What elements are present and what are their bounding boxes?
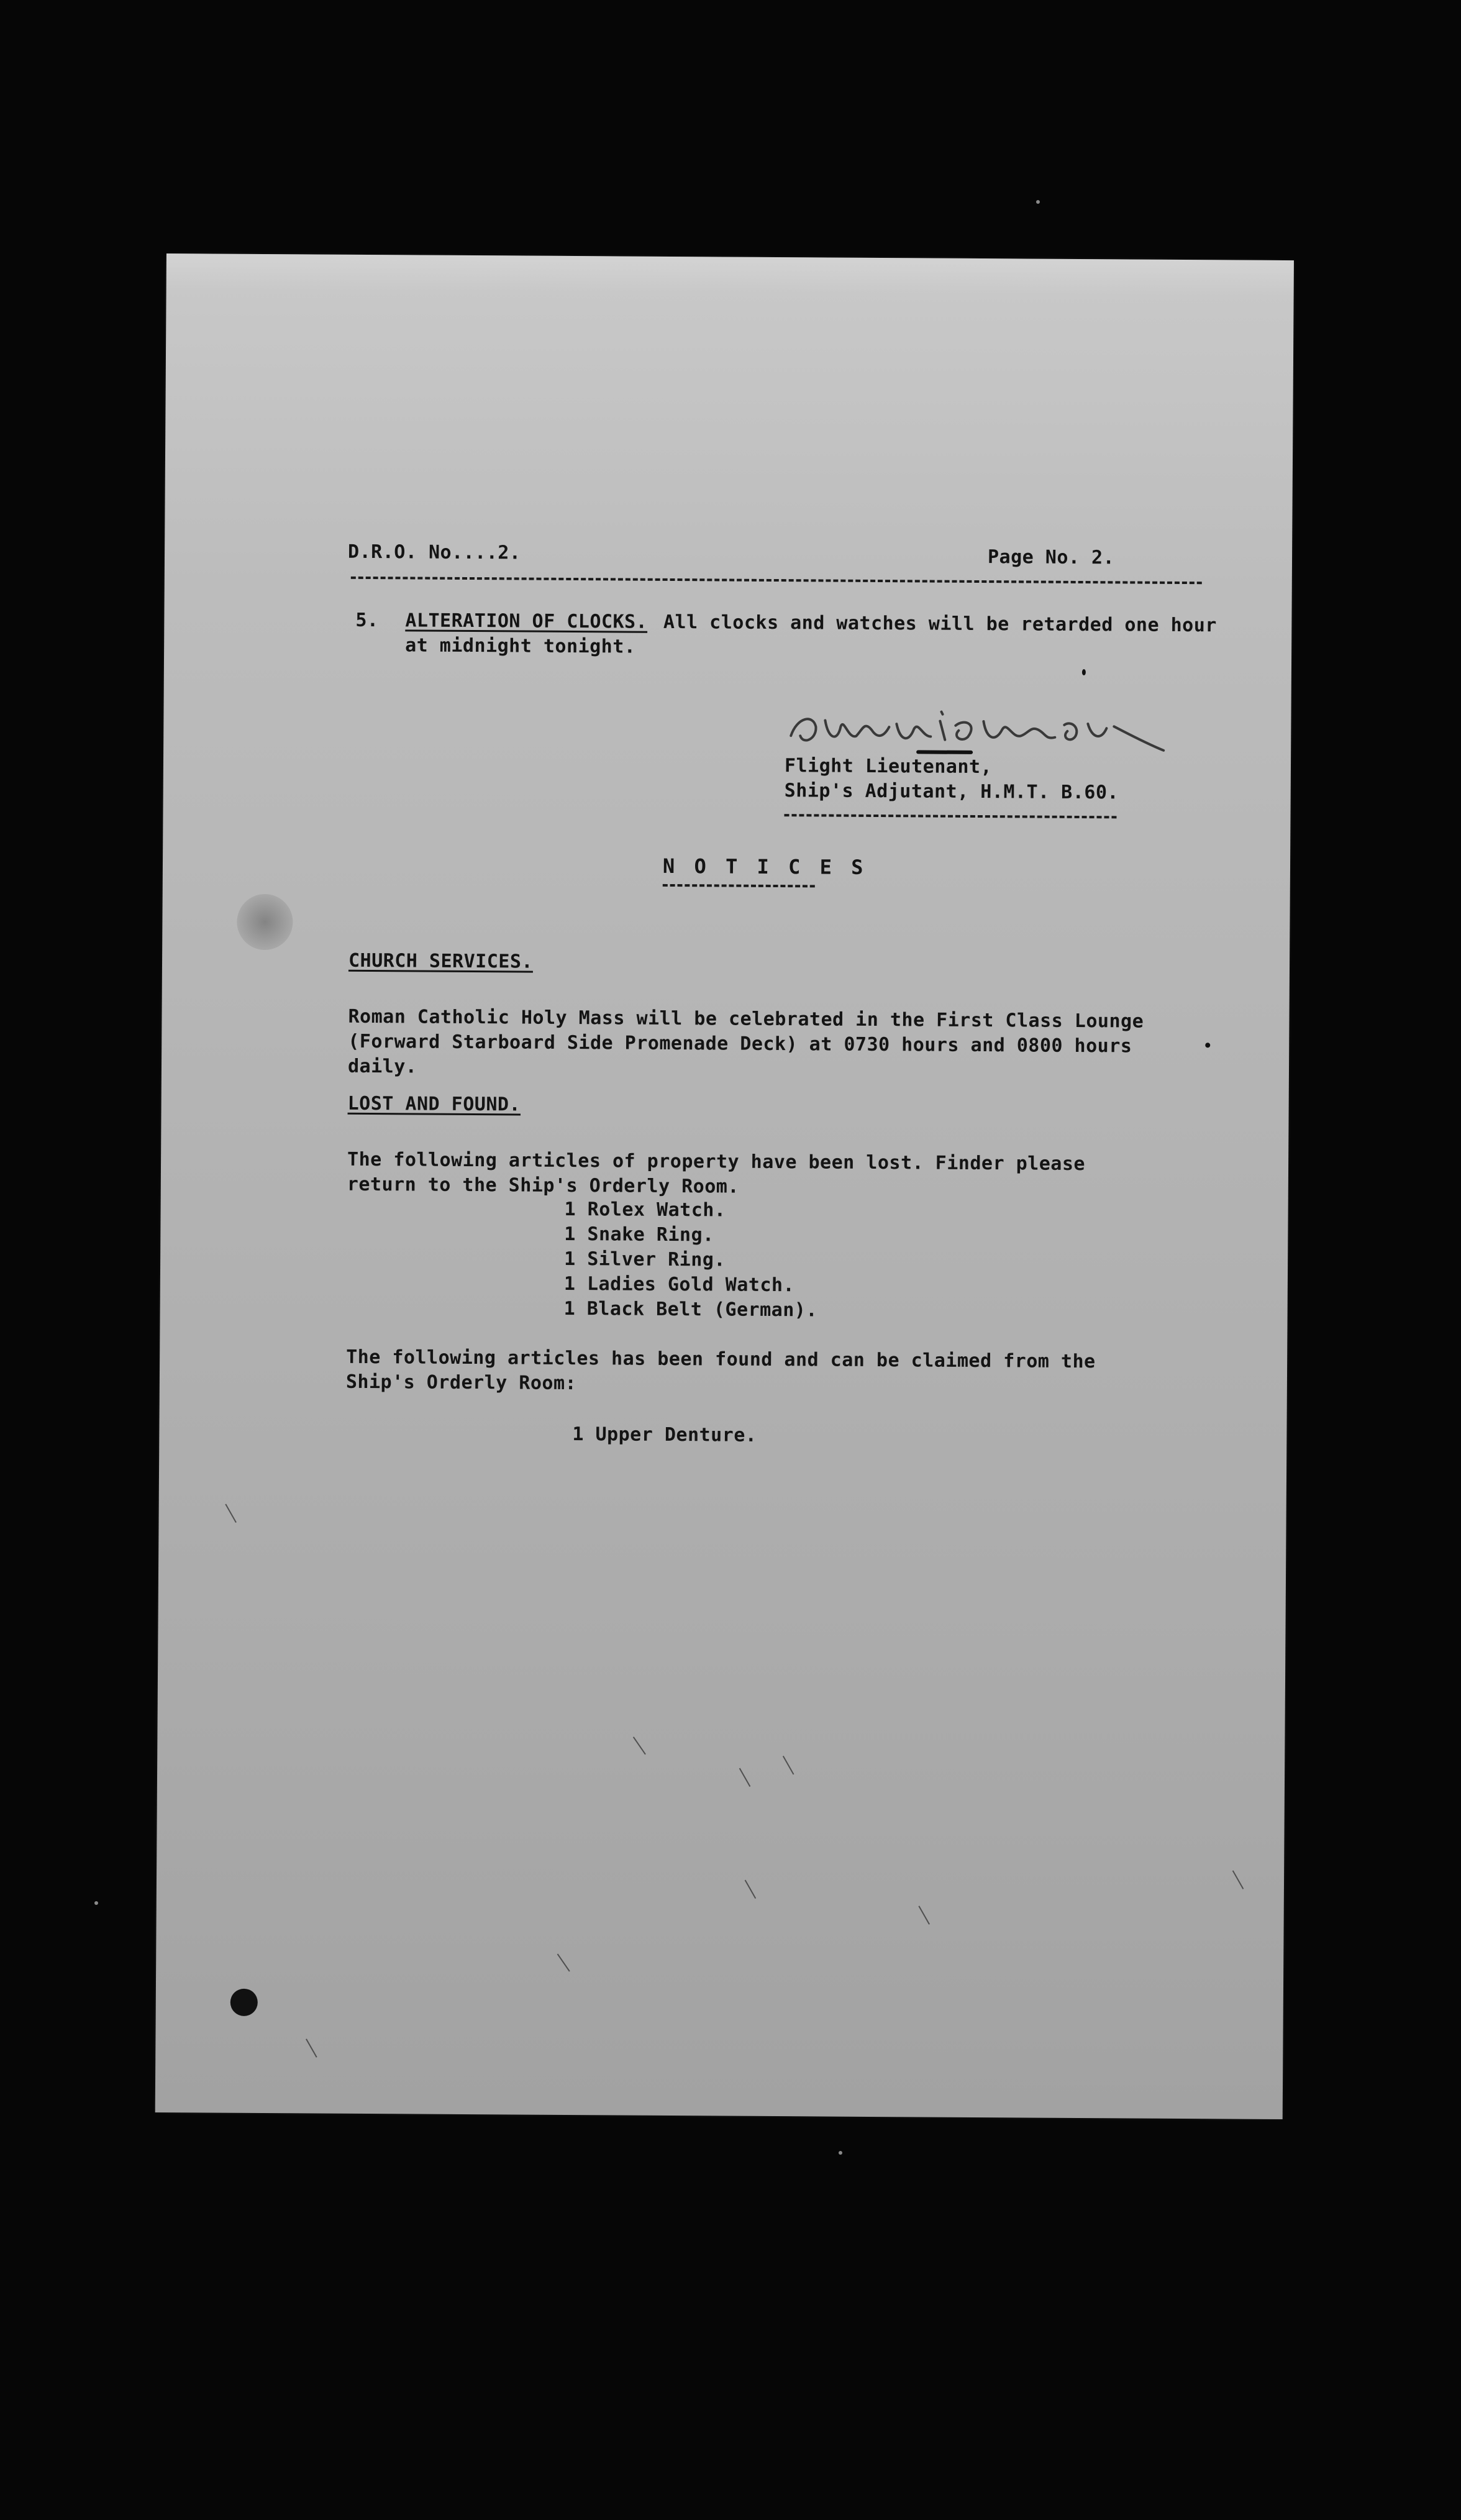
- scratch-mark: [306, 2038, 317, 2058]
- ink-speck: [1205, 1043, 1210, 1048]
- scratch-mark: [1232, 1870, 1244, 1889]
- signature-rule: [784, 814, 1116, 818]
- found-intro-line: Ship's Orderly Room:: [345, 1371, 577, 1395]
- church-services-heading: CHURCH SERVICES.: [348, 949, 534, 973]
- film-speck: [1036, 200, 1040, 204]
- lost-item: 1 Black Belt (German).: [563, 1297, 818, 1322]
- lost-item: 1 Silver Ring.: [564, 1248, 726, 1271]
- scratch-mark: [739, 1768, 751, 1787]
- found-item: 1 Upper Denture.: [572, 1423, 757, 1446]
- scratch-mark: [783, 1756, 794, 1775]
- handwritten-signature: [778, 692, 1183, 763]
- item-number: 5.: [355, 609, 379, 632]
- lost-item: 1 Rolex Watch.: [564, 1198, 726, 1221]
- lost-intro-line: The following articles of property have been lost. Finder please: [347, 1148, 1086, 1176]
- header-rule: [351, 577, 1202, 584]
- lost-intro-line: return to the Ship's Orderly Room.: [347, 1173, 740, 1198]
- notices-rule: [663, 884, 815, 887]
- church-text-line: (Forward Starboard Side Promenade Deck) at 0730 hours and 0800 hours: [348, 1030, 1132, 1057]
- signatory-rank: Flight Lieutenant,: [784, 755, 993, 778]
- film-speck: [94, 1901, 98, 1905]
- document-page: [155, 253, 1294, 2119]
- film-speck: [839, 2151, 842, 2155]
- smudge-mark: [237, 894, 293, 951]
- item-heading: ALTERATION OF CLOCKS.: [405, 609, 648, 633]
- scratch-mark: [918, 1906, 930, 1925]
- found-intro-line: The following articles has been found and can be claimed from the: [346, 1346, 1096, 1373]
- page-number: Page No. 2.: [987, 546, 1115, 569]
- church-text-line: Roman Catholic Holy Mass will be celebrated in the First Class Lounge: [348, 1005, 1144, 1033]
- notices-title: N O T I C E S: [662, 854, 867, 879]
- church-text-line: daily.: [347, 1055, 417, 1078]
- item-text-line: at midnight tonight.: [405, 634, 636, 658]
- scratch-mark: [225, 1504, 237, 1523]
- ink-speck: [1082, 669, 1086, 675]
- order-number: D.R.O. No....2.: [347, 541, 521, 564]
- lost-item: 1 Ladies Gold Watch.: [563, 1272, 795, 1297]
- signatory-position: Ship's Adjutant, H.M.T. B.60.: [784, 780, 1119, 804]
- scratch-mark: [633, 1737, 646, 1755]
- lost-found-heading: LOST AND FOUND.: [347, 1092, 521, 1116]
- scratch-mark: [557, 1953, 570, 1971]
- scratch-mark: [745, 1880, 757, 1899]
- punch-hole: [230, 1989, 258, 2016]
- item-text-line: All clocks and watches will be retarded one hour: [652, 611, 1217, 637]
- lost-item: 1 Snake Ring.: [564, 1223, 714, 1246]
